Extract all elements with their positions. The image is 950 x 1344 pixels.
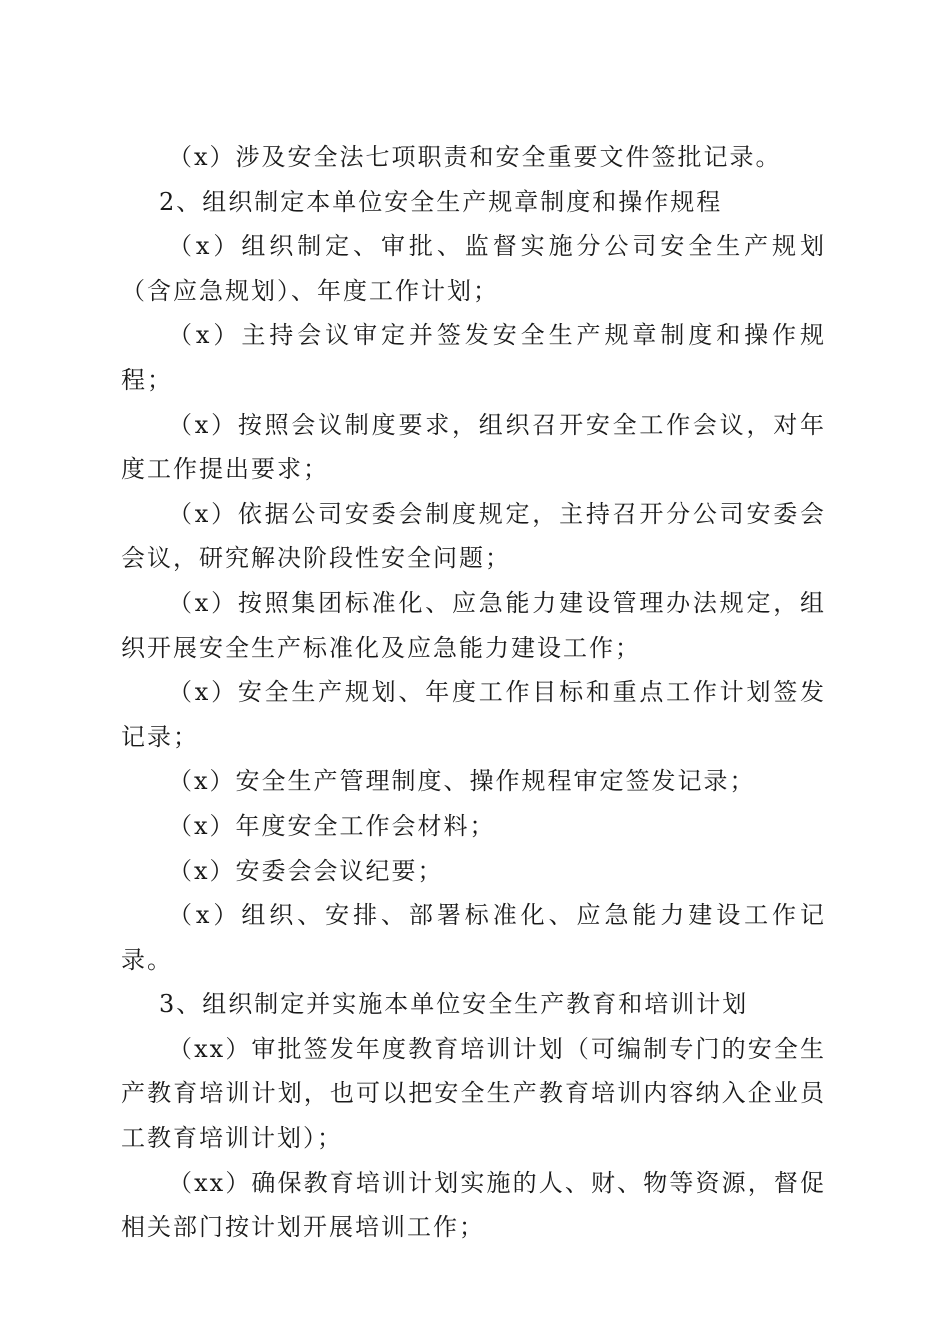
- section-heading: 3、组织制定并实施本单位安全生产教育和培训计划: [159, 990, 749, 1019]
- list-item: （x）安委会会议纪要；: [168, 856, 444, 885]
- list-item: （x）涉及安全法七项职责和安全重要文件签批记录。: [168, 143, 782, 171]
- list-item: （x）组织制定、审批、监督实施分公司安全生产规划（含应急规划）、年度工作计划；: [121, 232, 826, 305]
- list-item: （x）安全生产管理制度、操作规程审定签发记录；: [168, 767, 756, 796]
- list-item: （x）安全生产规划、年度工作目标和重点工作计划签发记录；: [121, 678, 826, 751]
- list-item: （x）年度安全工作会材料；: [168, 811, 496, 840]
- section-heading: 2、组织制定本单位安全生产规章制度和操作规程: [159, 187, 723, 216]
- list-item: （x）依据公司安委会制度规定，主持召开分公司安委会会议，研究解决阶段性安全问题；: [121, 499, 826, 573]
- list-item: （x）按照集团标准化、应急能力建设管理办法规定，组织开展安全生产标准化及应急能力建设工作；: [121, 588, 826, 662]
- list-item: （x）主持会议审定并签发安全生产规章制度和操作规程；: [121, 321, 826, 394]
- list-item: （x）组织、安排、部署标准化、应急能力建设工作记录。: [121, 901, 826, 974]
- list-item: （xx）确保教育培训计划实施的人、财、物等资源，督促相关部门按计划开展培训工作；: [121, 1168, 826, 1242]
- list-item: （xx）审批签发年度教育培训计划（可编制专门的安全生产教育培训计划，也可以把安全生产教育培训内容纳入企业员工教育培训计划）；: [121, 1034, 826, 1153]
- list-item: （x）按照会议制度要求，组织召开安全工作会议，对年度工作提出要求；: [121, 410, 826, 484]
- document-body: [121, 135, 826, 1250]
